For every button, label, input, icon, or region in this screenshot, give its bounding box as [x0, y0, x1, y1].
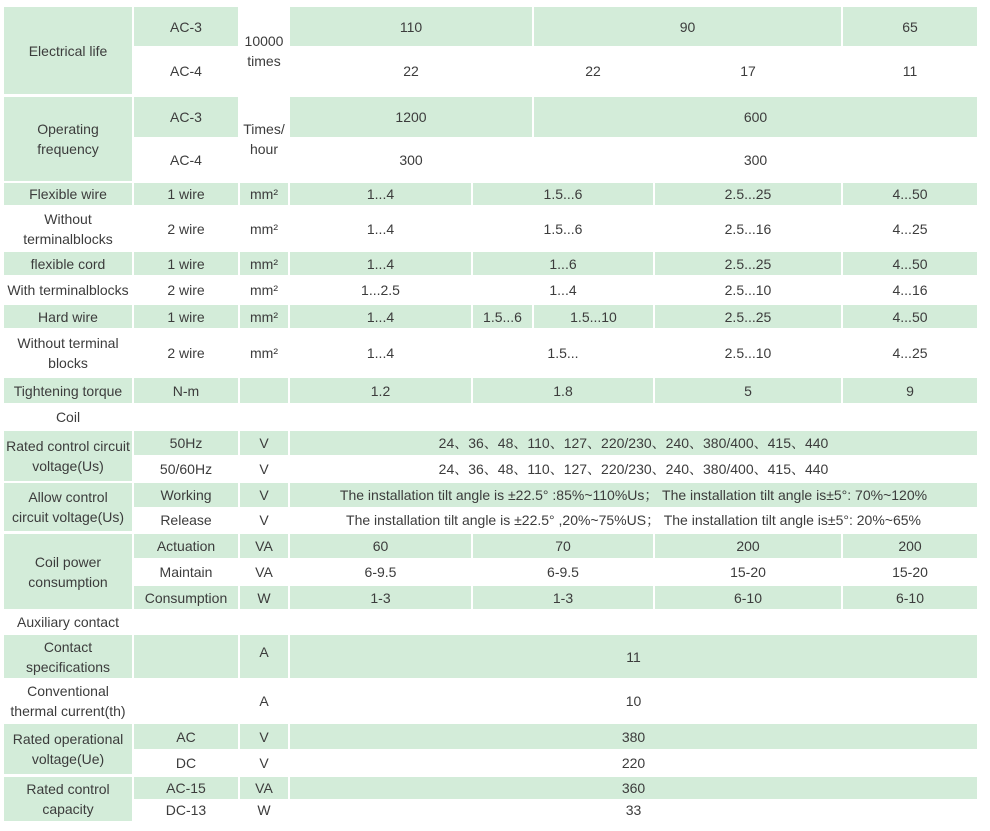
cell-cp-main-v3: 15-20: [655, 560, 841, 584]
cell-rcc-ac-unit: VA: [240, 777, 288, 799]
cell-ct-unit: A: [240, 680, 288, 722]
cell-fc-v3: 2.5...25: [655, 252, 841, 275]
cell-cp-cons-v3: 6-10: [655, 586, 841, 609]
cell-el-ac4-v3: 17: [655, 48, 841, 94]
cell-cp-act-v2: 70: [473, 534, 653, 558]
cell-wot-v2: 1.5...: [473, 330, 653, 375]
cell-ac-rel-unit: V: [240, 509, 288, 531]
cell-fc-v1: 1...4: [290, 252, 471, 275]
cell-rcc-dc-v: 33: [290, 799, 977, 821]
cell-cp-main: Maintain: [134, 560, 238, 584]
cell-el-ac4: AC-4: [134, 48, 238, 94]
cell-hw-v1: 1...4: [290, 305, 471, 328]
cell-ct-blank: [134, 680, 238, 722]
cell-cp-act-v1: 60: [290, 534, 471, 558]
cell-hw-v3: 2.5...25: [655, 305, 841, 328]
cell-el-ac3-v3: 65: [843, 7, 977, 46]
cell-cp-act-v3: 200: [655, 534, 841, 558]
cell-rc-50-v: 24、36、48、110、127、220/230、240、380/400、415、440: [290, 431, 977, 455]
cell-el-ac4-v2: 22: [473, 48, 713, 94]
cell-fc-label: flexible cord: [4, 252, 132, 275]
cell-wt-wire: 2 wire: [134, 207, 238, 250]
cell-ro-ac-v: 380: [290, 724, 977, 749]
cell-hw-v2a: 1.5...6: [473, 305, 532, 328]
cell-wot-v1: 1...4: [290, 330, 471, 375]
cell-wt-v1: 1...4: [290, 207, 471, 250]
cell-rcc-ac-v: 360: [290, 777, 977, 799]
cell-ro-ac: AC: [134, 724, 238, 749]
cell-hw-v2b: 1.5...10: [534, 305, 653, 328]
cell-cp-cons-v1: 1-3: [290, 586, 471, 609]
cell-el-ac3: AC-3: [134, 7, 238, 46]
cell-el-ac3-v2: 90: [534, 7, 841, 46]
cell-wt-unit: mm²: [240, 207, 288, 250]
cell-fw-v1: 1...4: [290, 183, 471, 205]
cell-of-ac4-v1: 300: [290, 139, 532, 181]
cell-ac-label: Allow control circuit voltage(Us): [4, 483, 132, 531]
cell-rc-5060-v: 24、36、48、110、127、220/230、240、380/400、415、440: [290, 457, 977, 481]
cell-of-unit: Times/ hour: [240, 97, 288, 181]
cell-rc-5060: 50/60Hz: [134, 457, 238, 481]
cell-ac-work-v: The installation tilt angle is ±22.5° :85%~110%Us； The installation tilt angle is±5°: 70%~120%: [290, 483, 977, 507]
cell-tt-v3: 5: [655, 378, 841, 403]
cell-ct-label: Conventional thermal current(th): [4, 680, 132, 722]
cell-ro-dc: DC: [134, 751, 238, 774]
cell-cs-unit: A: [240, 635, 288, 678]
cell-fw-unit: mm²: [240, 183, 288, 205]
cell-fw-v3: 2.5...25: [655, 183, 841, 205]
cell-cp-act: Actuation: [134, 534, 238, 558]
cell-cs-label: Contact specifications: [4, 635, 132, 678]
cell-tt-v2: 1.8: [473, 378, 653, 403]
cell-tt-v4: 9: [843, 378, 977, 403]
cell-wtb-wire: 2 wire: [134, 278, 238, 302]
cell-rc-5060-unit: V: [240, 457, 288, 481]
cell-tt-blank: [240, 378, 288, 403]
cell-el-ac4-v4: 11: [843, 48, 977, 94]
cell-wot-wire: 2 wire: [134, 330, 238, 375]
cell-fw-wire: 1 wire: [134, 183, 238, 205]
cell-el-ac4-v1: 22: [290, 48, 532, 94]
cell-cp-main-v1: 6-9.5: [290, 560, 471, 584]
cell-tt-unitname: N-m: [134, 378, 238, 403]
cell-hw-v4: 4...50: [843, 305, 977, 328]
cell-cp-cons-unit: W: [240, 586, 288, 609]
cell-wtb-v3: 2.5...10: [655, 278, 841, 302]
cell-rc-label: Rated control circuit voltage(Us): [4, 431, 132, 481]
cell-of-ac3: AC-3: [134, 97, 238, 137]
cell-ct-v: 10: [290, 680, 977, 722]
cell-ac-work-unit: V: [240, 483, 288, 507]
cell-of-ac4-v2: 300: [534, 139, 977, 181]
cell-rc-50: 50Hz: [134, 431, 238, 455]
cell-cp-main-v2: 6-9.5: [473, 560, 653, 584]
cell-el-label: Electrical life: [4, 7, 132, 94]
cell-wtb-v4: 4...16: [843, 278, 977, 302]
cell-fw-label: Flexible wire: [4, 183, 132, 205]
cell-ro-dc-v: 220: [290, 751, 977, 774]
cell-of-label: Operating frequency: [4, 97, 132, 181]
cell-cp-main-unit: VA: [240, 560, 288, 584]
cell-cs-blank: [134, 635, 238, 678]
cell-fw-v4: 4...50: [843, 183, 977, 205]
cell-wt-label: Without terminalblocks: [4, 207, 132, 250]
cell-wtb-unit: mm²: [240, 278, 288, 302]
cell-tt-label: Tightening torque: [4, 378, 132, 403]
cell-ac-rel: Release: [134, 509, 238, 531]
cell-of-ac4: AC-4: [134, 139, 238, 181]
cell-cp-main-v4: 15-20: [843, 560, 977, 584]
cell-of-ac3-v1: 1200: [290, 97, 532, 137]
cell-cp-cons-v4: 6-10: [843, 586, 977, 609]
cell-hw-label: Hard wire: [4, 305, 132, 328]
cell-cp-label: Coil power consumption: [4, 534, 132, 609]
cell-cp-cons-v2: 1-3: [473, 586, 653, 609]
cell-rc-50-unit: V: [240, 431, 288, 455]
cell-fc-wire: 1 wire: [134, 252, 238, 275]
cell-fc-unit: mm²: [240, 252, 288, 275]
cell-cs-v: 11: [290, 635, 977, 678]
cell-fw-v2: 1.5...6: [473, 183, 653, 205]
cell-wt-v4: 4...25: [843, 207, 977, 250]
cell-wot-v4: 4...25: [843, 330, 977, 375]
cell-hw-wire: 1 wire: [134, 305, 238, 328]
cell-tt-v1: 1.2: [290, 378, 471, 403]
cell-ro-ac-unit: V: [240, 724, 288, 749]
cell-wt-v2: 1.5...6: [473, 207, 653, 250]
cell-rcc-dc: DC-13: [134, 799, 238, 821]
cell-rcc-ac: AC-15: [134, 777, 238, 799]
cell-rcc-label: Rated control capacity: [4, 777, 132, 821]
cell-el-ac3-v1: 110: [290, 7, 532, 46]
cell-hw-unit: mm²: [240, 305, 288, 328]
cell-ro-label: Rated operational voltage(Ue): [4, 724, 132, 774]
cell-cp-cons: Consumption: [134, 586, 238, 609]
cell-fc-v4: 4...50: [843, 252, 977, 275]
cell-ac-work: Working: [134, 483, 238, 507]
cell-wtb-v1: 1...2.5: [290, 278, 471, 302]
cell-cp-act-v4: 200: [843, 534, 977, 558]
cell-el-unit: 10000 times: [240, 7, 288, 94]
cell-coil-heading: Coil: [4, 405, 132, 429]
cell-rcc-dc-unit: W: [240, 799, 288, 821]
cell-of-ac3-v2: 600: [534, 97, 977, 137]
cell-wot-label: Without terminal blocks: [4, 330, 132, 375]
cell-wtb-v2: 1...4: [473, 278, 653, 302]
cell-ro-dc-unit: V: [240, 751, 288, 774]
cell-wtb-label: With terminalblocks: [4, 278, 132, 302]
cell-ac-rel-v: The installation tilt angle is ±22.5° ,20%~75%US； The installation tilt angle is±5°: 20%~65%: [290, 509, 977, 531]
cell-wot-unit: mm²: [240, 330, 288, 375]
cell-wt-v3: 2.5...16: [655, 207, 841, 250]
cell-wot-v3: 2.5...10: [655, 330, 841, 375]
cell-fc-v2: 1...6: [473, 252, 653, 275]
cell-aux-heading: Auxiliary contact: [4, 611, 132, 633]
cell-cp-act-unit: VA: [240, 534, 288, 558]
